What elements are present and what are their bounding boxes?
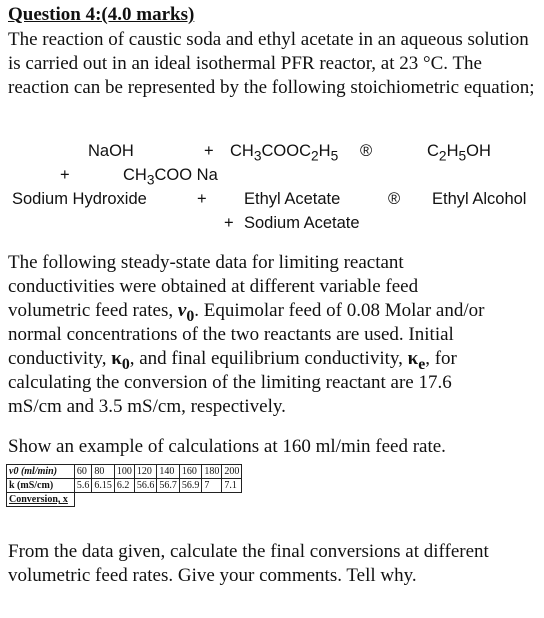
eq-sodium-hydroxide: Sodium Hydroxide: [12, 190, 147, 208]
intro-paragraph: The reaction of caustic soda and ethyl acetate in an aqueous solution is carried out in an ideal isothermal PFR reactor, at 23 °C. The reaction can be represented by the following stoichiometric equation;: [8, 29, 535, 98]
eq-ethyl-acetate-formula: $CH_3COOC_2H_5$: [230, 142, 339, 164]
eq-arrow-2: ®: [388, 190, 401, 208]
table-row: [7, 479, 242, 493]
data-paragraph-line-7: mS/cm and 3.5 mS/cm, respectively.: [8, 396, 286, 417]
data-paragraph-line-5: conductivity, $\kappa_0$, and final equilibrium conductivity, $\kappa_e$, for: [8, 348, 457, 373]
table-row: [7, 493, 242, 507]
data-paragraph-line-6: calculating the conversion of the limiting reactant are 17.6: [8, 372, 452, 393]
table-cell: 200: [222, 465, 242, 479]
table-cell: 7: [202, 479, 222, 493]
data-paragraph-line-3: volumetric feed rates, $v_0$. Equimolar feed of 0.08 Molar and/or: [8, 300, 485, 325]
eq-ethyl-alcohol: Ethyl Alcohol: [432, 190, 527, 208]
eq-sodium-acetate: Sodium Acetate: [244, 214, 360, 232]
row-label-k: k (mS/cm): [7, 479, 75, 493]
table-cell: 60: [74, 465, 92, 479]
data-table: [6, 464, 242, 507]
table-cell: 140: [157, 465, 180, 479]
table-cell: 56.6: [134, 479, 157, 493]
eq-ethanol-formula: $C_2H_5OH$: [427, 142, 491, 164]
eq-plus-2: +: [60, 166, 70, 184]
eq-ethyl-acetate: Ethyl Acetate: [244, 190, 341, 208]
eq-plus-1: +: [204, 142, 214, 160]
table-cell: 120: [134, 465, 157, 479]
table-cell: 6.15: [92, 479, 115, 493]
table-cell: 100: [114, 465, 134, 479]
table-cell: 180: [202, 465, 222, 479]
eq-plus-3: +: [197, 190, 207, 208]
eq-naoh: NaOH: [88, 142, 134, 160]
eq-arrow-1: ®: [360, 142, 373, 160]
table-row: [7, 465, 242, 479]
table-cell: 6.2: [114, 479, 134, 493]
table-cell: 56.9: [179, 479, 202, 493]
data-paragraph-line-4: normal concentrations of the two reactants are used. Initial: [8, 324, 454, 345]
row-label-v0: v0 (ml/min): [7, 465, 75, 479]
closing-paragraph: From the data given, calculate the final conversions at different volumetric feed rates. Give your comments. Tell why.: [8, 541, 489, 586]
eq-sodium-acetate-formula: $CH_3COO$ Na: [123, 166, 218, 188]
table-cell: 56.7: [157, 479, 180, 493]
empty-cells: [74, 493, 242, 507]
question-title: Question 4:(4.0 marks): [8, 4, 195, 25]
table-cell: 5.6: [74, 479, 92, 493]
eq-plus-4: +: [224, 214, 234, 232]
example-instruction: Show an example of calculations at 160 ml/min feed rate.: [8, 436, 446, 457]
row-label-conversion: Conversion, x: [7, 493, 75, 507]
table-cell: 80: [92, 465, 115, 479]
table-cell: 160: [179, 465, 202, 479]
data-paragraph-line-2: conductivities were obtained at different variable feed: [8, 276, 419, 297]
table-cell: 7.1: [222, 479, 242, 493]
data-paragraph-line-1: The following steady-state data for limiting reactant: [8, 252, 404, 273]
